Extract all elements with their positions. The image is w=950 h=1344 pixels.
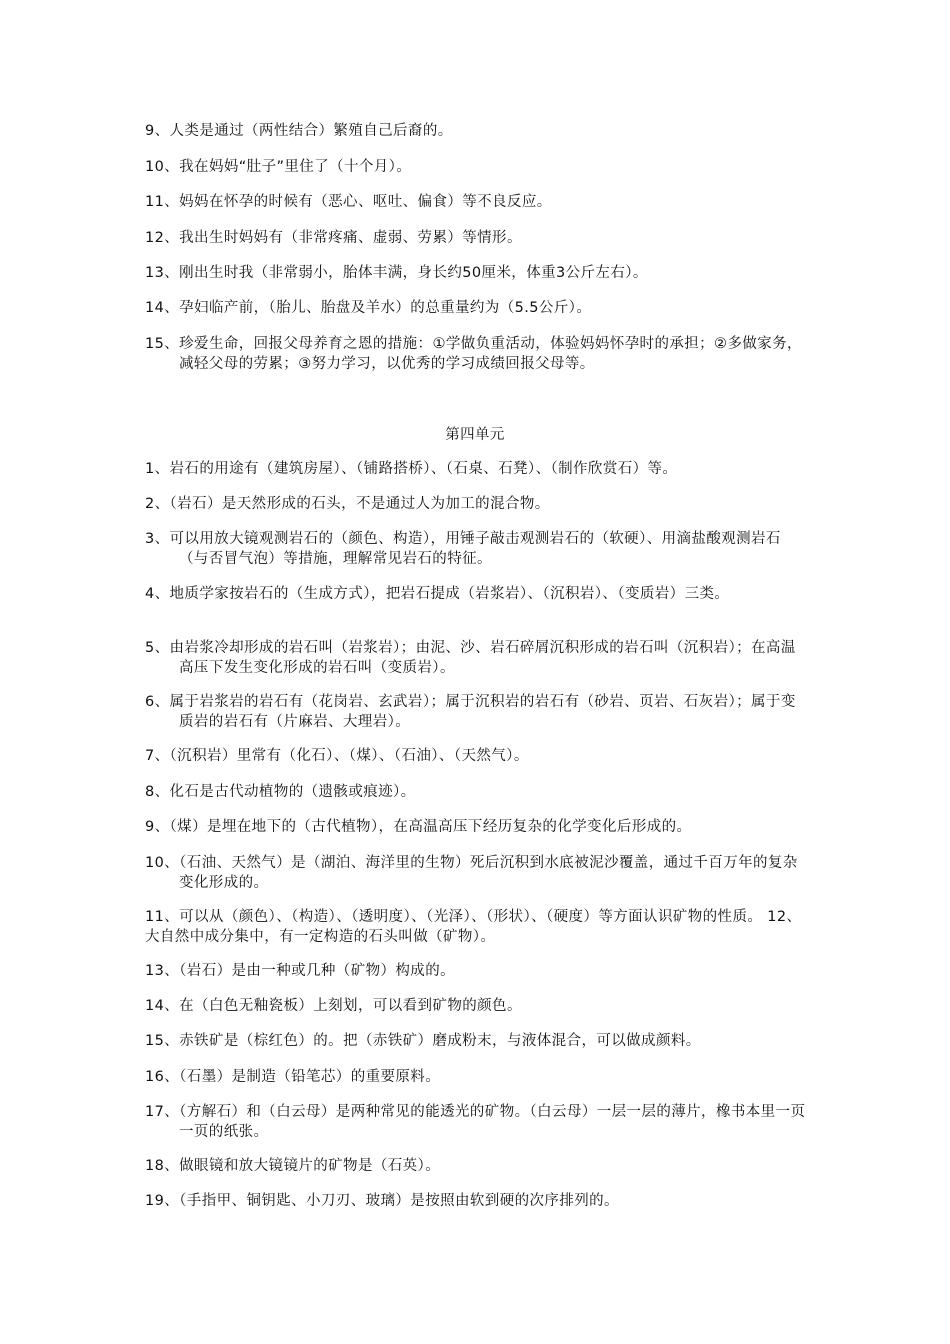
list-item — [145, 298, 810, 318]
item-text: 我出生时妈妈有（非常疼痛、虚弱、劳累）等情形。 — [179, 230, 522, 246]
item-text: 我在妈妈“肚子”里住了（十个月）。 — [179, 159, 412, 175]
item-text: 孕妇临产前，（胎儿、胎盘及羊水）的总重量约为（5.5公斤）。 — [179, 300, 592, 316]
list-item — [145, 157, 810, 177]
item-number: 14、 — [145, 998, 180, 1014]
list-item — [145, 584, 810, 604]
list-item — [145, 782, 810, 802]
item-number: 16、 — [145, 1069, 180, 1085]
item-text: 岩石的用途有（建筑房屋）、（铺路搭桥）、（石桌、石凳）、（制作欣赏石）等。 — [169, 461, 678, 477]
item-number: 18、 — [145, 1158, 180, 1174]
item-number: 9、 — [145, 819, 170, 835]
list-item — [145, 228, 810, 248]
list-item — [145, 853, 810, 893]
list-item — [145, 907, 810, 947]
item-number: 15、 — [145, 336, 180, 352]
list-item — [145, 996, 810, 1016]
list-item — [145, 1191, 810, 1211]
list-item — [145, 459, 810, 479]
item-text: 赤铁矿是（棕红色）的。把（赤铁矿）磨成粉末，与液体混合，可以做成颜料。 — [179, 1033, 701, 1049]
item-number: 11、 — [145, 194, 180, 210]
item-text: 做眼镜和放大镜镜片的矿物是（石英）。 — [179, 1158, 441, 1174]
item-text: 在（白色无釉瓷板）上刻划，可以看到矿物的颜色。 — [179, 998, 522, 1014]
item-number: 7、 — [145, 748, 170, 764]
item-number: 8、 — [145, 784, 170, 800]
item-text: 属于岩浆岩的岩石有（花岗岩、玄武岩）；属于沉积岩的岩石有（砂岩、页岩、石灰岩）；属于变质岩的岩石有（片麻岩、大理岩）。 — [169, 694, 796, 730]
item-number: 13、 — [145, 265, 180, 281]
list-item — [145, 692, 810, 732]
item-number: 6、 — [145, 694, 170, 710]
item-text: 可以用放大镜观测岩石的（颜色、构造），用锤子敲击观测岩石的（软硬）、用滴盐酸观测岩石（与否冒气泡）等措施，理解常见岩石的特征。 — [169, 531, 781, 567]
item-number: 15、 — [145, 1033, 180, 1049]
item-number: 19、 — [145, 1193, 180, 1209]
item-number: 9、 — [145, 123, 170, 139]
list-item — [145, 494, 810, 514]
item-text: 由岩浆冷却形成的岩石叫（岩浆岩）；由泥、沙、岩石碎屑沉积形成的岩石叫（沉积岩）；在高温高压下发生变化形成的岩石叫（变质岩）。 — [169, 640, 796, 676]
item-number: 4、 — [145, 586, 170, 602]
list-item — [145, 961, 810, 981]
list-item — [145, 121, 810, 141]
item-number: 13、 — [145, 963, 180, 979]
list-item — [145, 746, 810, 766]
section-heading: 第四单元 — [445, 427, 505, 443]
item-text: 人类是通过（两性结合）繁殖自己后裔的。 — [169, 123, 453, 139]
item-number: 10、 — [145, 159, 180, 175]
list-item — [145, 1031, 810, 1051]
item-text: （岩石）是由一种或几种（矿物）构成的。 — [179, 963, 456, 979]
item-text: （岩石）是天然形成的石头，不是通过人为加工的混合物。 — [169, 496, 550, 512]
item-number: 12、 — [145, 230, 180, 246]
item-text: （石油、天然气）是（湖泊、海洋里的生物）死后沉积到水底被泥沙覆盖，通过千百万年的复杂变化形成的。 — [179, 855, 798, 891]
list-item — [145, 1067, 810, 1087]
item-text: 珍爱生命，回报父母养育之恩的措施：①学做负重活动，体验妈妈怀孕时的承担；②多做家务，减轻父母的劳累；③努力学习，以优秀的学习成绩回报父母等。 — [179, 336, 802, 372]
item-number: 2、 — [145, 496, 170, 512]
item-text: 地质学家按岩石的（生成方式），把岩石提成（岩浆岩）、（沉积岩）、（变质岩）三类。 — [169, 586, 730, 602]
item-number: 1、 — [145, 461, 170, 477]
list-item — [145, 334, 810, 374]
item-number: 10、 — [145, 855, 180, 871]
item-number: 17、 — [145, 1104, 180, 1120]
item-text: 可以从（颜色）、（构造）、（透明度）、（光泽）、（形状）、（硬度）等方面认识矿物的性质。 12、大自然中成分集中，有一定构造的石头叫做（矿物）。 — [145, 909, 802, 945]
item-text: （方解石）和（白云母）是两种常见的能透光的矿物。（白云母）一层一层的薄片，橡书本里一页一页的纸张。 — [179, 1104, 806, 1140]
item-number: 14、 — [145, 300, 180, 316]
item-text: 化石是古代动植物的（遗骸或痕迹）。 — [169, 784, 416, 800]
list-item — [145, 638, 810, 678]
item-number: 3、 — [145, 531, 170, 547]
item-text: （石墨）是制造（铅笔芯）的重要原料。 — [179, 1069, 441, 1085]
item-number: 5、 — [145, 640, 170, 656]
list-item — [145, 1156, 810, 1176]
list-item — [145, 529, 810, 569]
item-text: 刚出生时我（非常弱小，胎体丰满，身长约50厘米，体重3公斤左右）。 — [179, 265, 648, 281]
list-item — [145, 192, 810, 212]
list-item — [145, 263, 810, 283]
item-text: （手指甲、铜钥匙、小刀刃、玻璃）是按照由软到硬的次序排列的。 — [179, 1193, 619, 1209]
item-text: 妈妈在怀孕的时候有（恶心、呕吐、偏食）等不良反应。 — [179, 194, 552, 210]
list-item — [145, 817, 810, 837]
item-text: （煤）是埋在地下的（古代植物），在高温高压下经历复杂的化学变化后形成的。 — [169, 819, 692, 835]
list-item — [145, 1102, 810, 1142]
item-number: 11、 — [145, 909, 180, 925]
item-text: （沉积岩）里常有（化石）、（煤）、（石油）、（天然气）。 — [169, 748, 529, 764]
